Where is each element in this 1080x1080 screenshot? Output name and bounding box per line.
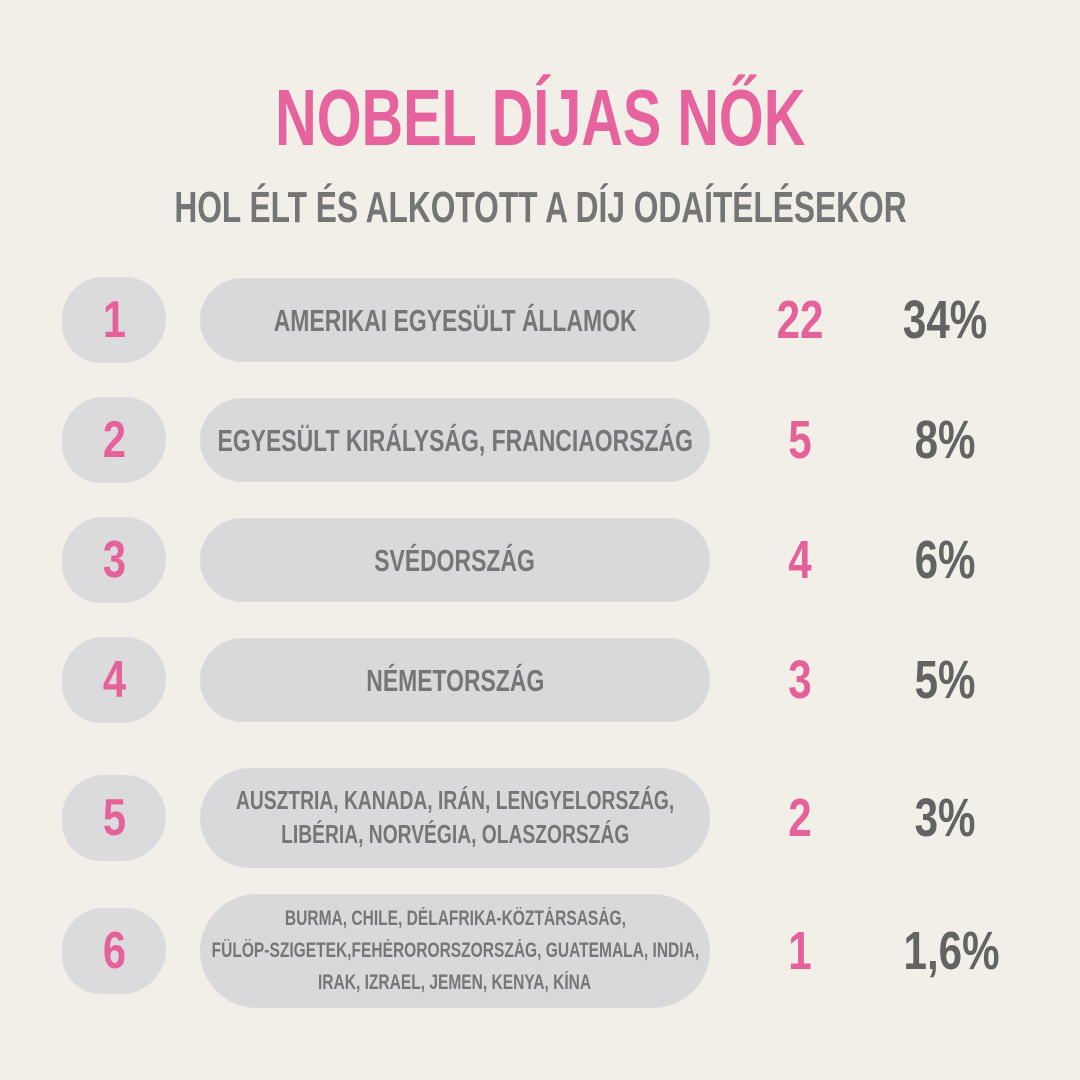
- country-label: NÉMETORSZÁG: [365, 662, 545, 698]
- country-label-line-3: IRAK, IZRAEL, JEMEN, KENYA, KÍNA: [318, 970, 592, 994]
- page-title: [0, 73, 1080, 162]
- country-pill-5: [200, 768, 710, 868]
- rank-number: 6: [102, 922, 126, 980]
- share-percent-value: 6%: [914, 530, 976, 590]
- laureate-count-4: [710, 649, 890, 711]
- share-percent-2: [890, 409, 1000, 471]
- page-subtitle: [0, 183, 1080, 232]
- ranking-list: [0, 278, 1080, 1008]
- laureate-count-value: 4: [788, 530, 812, 590]
- rank-badge-4: [62, 637, 166, 723]
- country-pill-1: [200, 278, 710, 362]
- rank-number: 4: [102, 651, 126, 709]
- share-percent-value: 5%: [914, 650, 976, 710]
- share-percent-5: [890, 787, 1000, 849]
- share-percent-value: 34%: [902, 290, 988, 350]
- country-pill-2: [200, 398, 710, 482]
- page-title-text: NOBEL DÍJAS NŐK: [274, 73, 806, 162]
- laureate-count-value: 5: [788, 410, 812, 470]
- laureate-count-5: [710, 787, 890, 849]
- rank-badge-3: [62, 517, 166, 603]
- laureate-count-6: [710, 920, 890, 982]
- country-pill-4: [200, 638, 710, 722]
- country-label-line-2: LIBÉRIA, NORVÉGIA, OLASZORSZÁG: [280, 819, 630, 849]
- share-percent-value: 3%: [914, 788, 976, 848]
- rank-number: 3: [102, 531, 126, 589]
- share-percent-3: [890, 529, 1000, 591]
- share-percent-6: [890, 920, 1013, 982]
- laureate-count-value: 22: [776, 290, 824, 350]
- rank-row-3: [0, 518, 1080, 602]
- page-subtitle-text: HOL ÉLT ÉS ALKOTOTT A DÍJ ODAÍTÉLÉSEKOR: [173, 183, 907, 232]
- rank-badge-2: [62, 397, 166, 483]
- country-label-line-2: FÜLÖP-SZIGETEK,FEHÉRORORSZORSZÁG, GUATEMALA, INDIA,: [211, 939, 699, 963]
- rank-row-5: [0, 768, 1080, 868]
- share-percent-value: 1,6%: [903, 921, 1000, 981]
- country-label-line-1: AUSZTRIA, KANADA, IRÁN, LENGYELORSZÁG,: [235, 785, 675, 816]
- country-pill-6: [200, 894, 710, 1008]
- laureate-count-value: 3: [788, 650, 812, 710]
- rank-row-1: [0, 278, 1080, 362]
- share-percent-4: [890, 649, 1000, 711]
- rank-number: 1: [102, 291, 126, 349]
- rank-row-4: [0, 638, 1080, 722]
- rank-badge-6: [62, 908, 166, 994]
- laureate-count-3: [710, 529, 890, 591]
- rank-row-6: [0, 894, 1080, 1008]
- country-label-line-1: BURMA, CHILE, DÉLAFRIKA-KÖZTÁRSASÁG,: [284, 907, 626, 931]
- rank-row-2: [0, 398, 1080, 482]
- rank-badge-1: [62, 277, 166, 363]
- country-pill-3: [200, 518, 710, 602]
- country-label: AMERIKAI EGYESÜLT ÁLLAMOK: [273, 302, 637, 338]
- laureate-count-1: [710, 289, 890, 351]
- laureate-count-value: 1: [788, 921, 812, 981]
- share-percent-value: 8%: [914, 410, 976, 470]
- rank-badge-5: [62, 775, 166, 861]
- country-label: EGYESÜLT KIRÁLYSÁG, FRANCIAORSZÁG: [217, 422, 693, 458]
- share-percent-1: [890, 289, 1000, 351]
- laureate-count-value: 2: [788, 788, 812, 848]
- laureate-count-2: [710, 409, 890, 471]
- header: [0, 0, 1080, 230]
- rank-number: 2: [102, 411, 126, 469]
- rank-number: 5: [102, 789, 126, 847]
- country-label: SVÉDORSZÁG: [374, 542, 536, 578]
